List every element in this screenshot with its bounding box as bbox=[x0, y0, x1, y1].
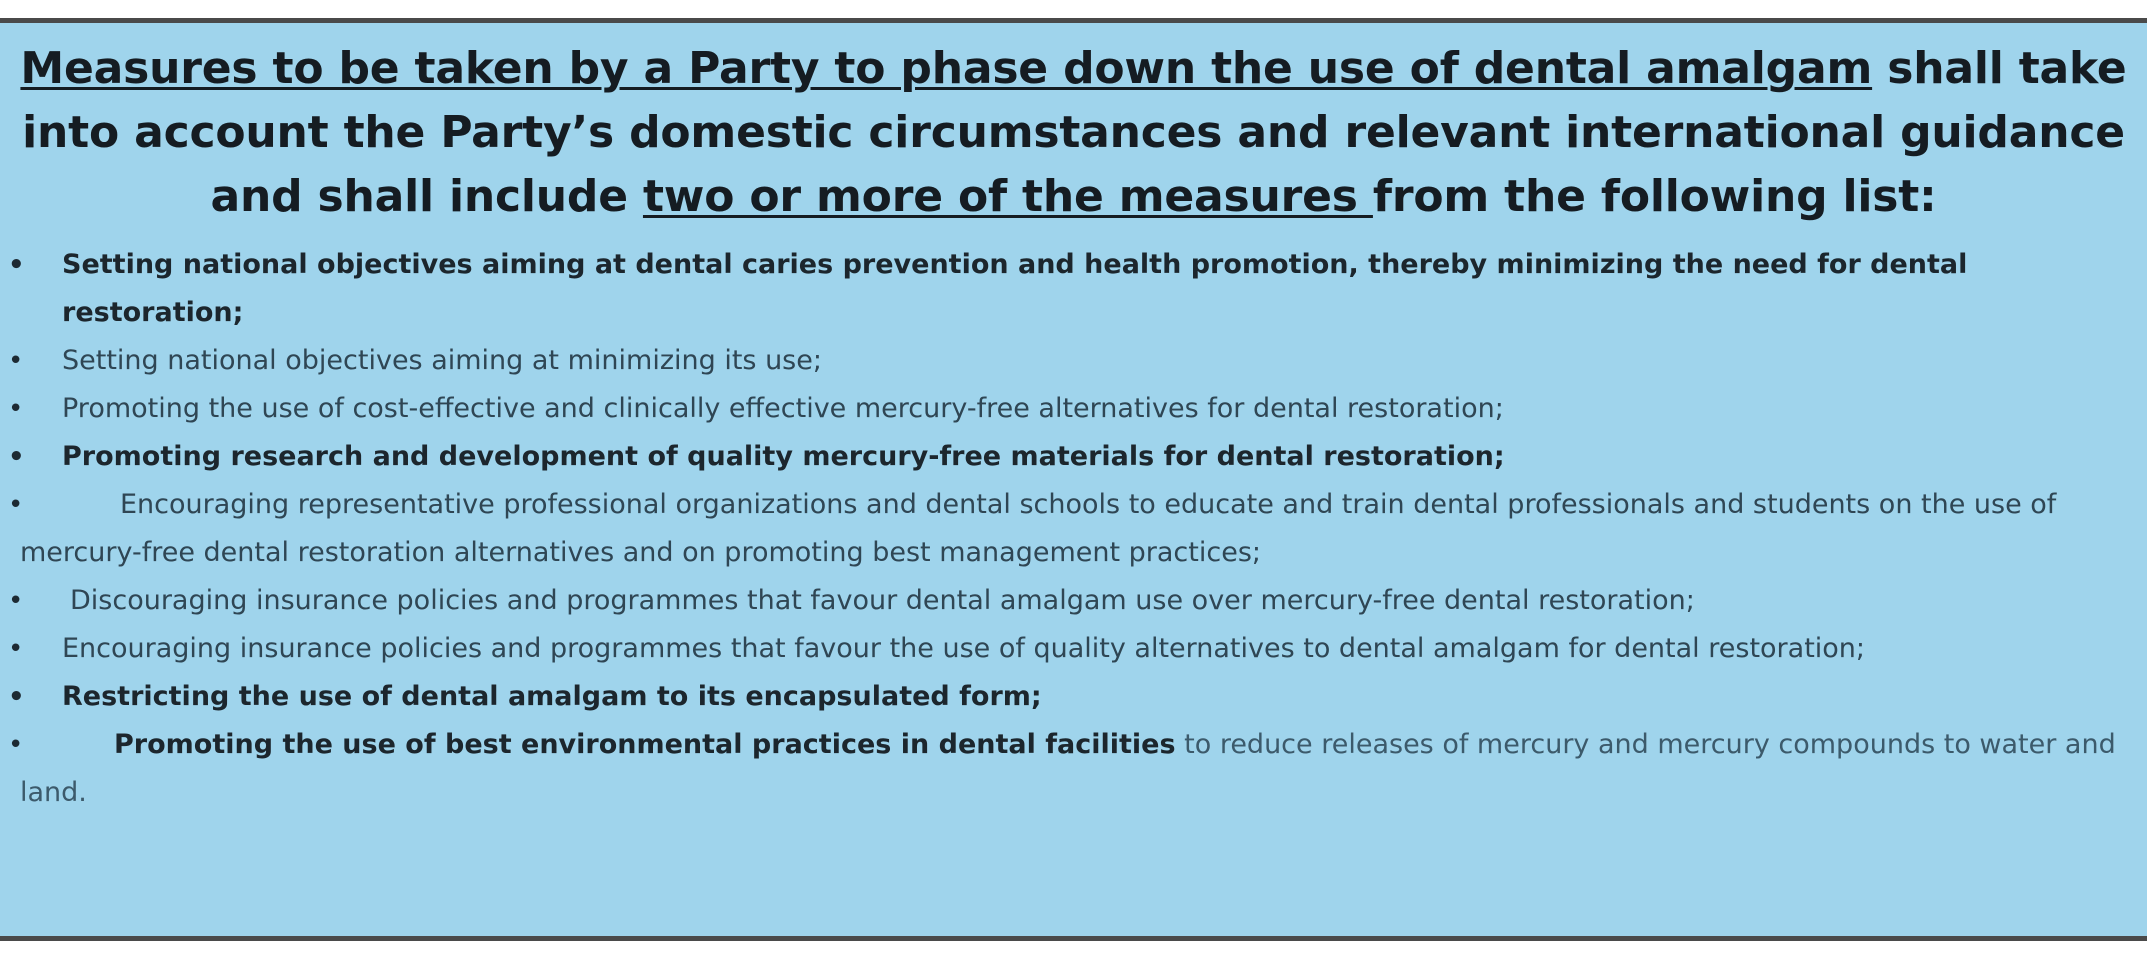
list-item bbox=[0, 337, 2123, 385]
bullet-icon: • bbox=[8, 442, 25, 472]
list-item-text: Setting national objectives aiming at minimizing its use; bbox=[62, 345, 822, 376]
list-item-text: Promoting research and development of quality mercury-free materials for dental restoration; bbox=[62, 441, 1505, 472]
list-item-text: to reduce releases of mercury and mercury compounds to water and land. bbox=[20, 729, 2116, 808]
heading-text: shall take into account the Party’s domestic circumstances and relevant international guidance and shall include bbox=[22, 43, 2127, 222]
heading-tail: from the following list: bbox=[1372, 171, 1937, 222]
list-item bbox=[0, 673, 2123, 721]
slide-panel bbox=[0, 18, 2147, 941]
bullet-icon: • bbox=[8, 346, 24, 376]
list-item bbox=[0, 241, 2123, 337]
list-item-strong-text: Promoting the use of best environmental practices in dental facilities bbox=[114, 729, 1176, 760]
bullet-icon: • bbox=[8, 250, 25, 280]
bullet-icon: • bbox=[8, 730, 24, 760]
list-item-text: Encouraging representative professional organizations and dental schools to educate and train dental professionals and students on the use of mercury-free dental restoration alternatives and on promoting best management practices; bbox=[20, 489, 2057, 568]
heading bbox=[0, 23, 2147, 229]
list-item-text: Discouraging insurance policies and programmes that favour dental amalgam use over mercury-free dental restoration; bbox=[70, 585, 1695, 616]
bullet-icon: • bbox=[8, 490, 24, 520]
measures-list bbox=[0, 241, 2147, 817]
bullet-icon: • bbox=[8, 394, 24, 424]
heading-underlined-count: two or more of the measures bbox=[642, 171, 1373, 222]
list-item-text: Encouraging insurance policies and programmes that favour the use of quality alternatives to dental amalgam for dental restoration; bbox=[62, 633, 1866, 664]
list-item-text: Restricting the use of dental amalgam to its encapsulated form; bbox=[62, 681, 1042, 712]
bullet-icon: • bbox=[8, 586, 24, 616]
bullet-icon: • bbox=[8, 634, 24, 664]
bullet-icon: • bbox=[8, 682, 25, 712]
list-item bbox=[0, 721, 2123, 817]
list-item bbox=[0, 433, 2123, 481]
list-item bbox=[0, 481, 2123, 577]
list-item bbox=[0, 385, 2123, 433]
list-item-text: Promoting the use of cost-effective and clinically effective mercury-free alternatives for dental restoration; bbox=[62, 393, 1504, 424]
heading-underlined-phrase: Measures to be taken by a Party to phase down the use of dental amalgam bbox=[20, 43, 1873, 94]
list-item bbox=[0, 625, 2123, 673]
list-item-text: Setting national objectives aiming at dental caries prevention and health promotion, thereby minimizing the need for dental restoration; bbox=[62, 249, 1968, 328]
list-item bbox=[0, 577, 2123, 625]
